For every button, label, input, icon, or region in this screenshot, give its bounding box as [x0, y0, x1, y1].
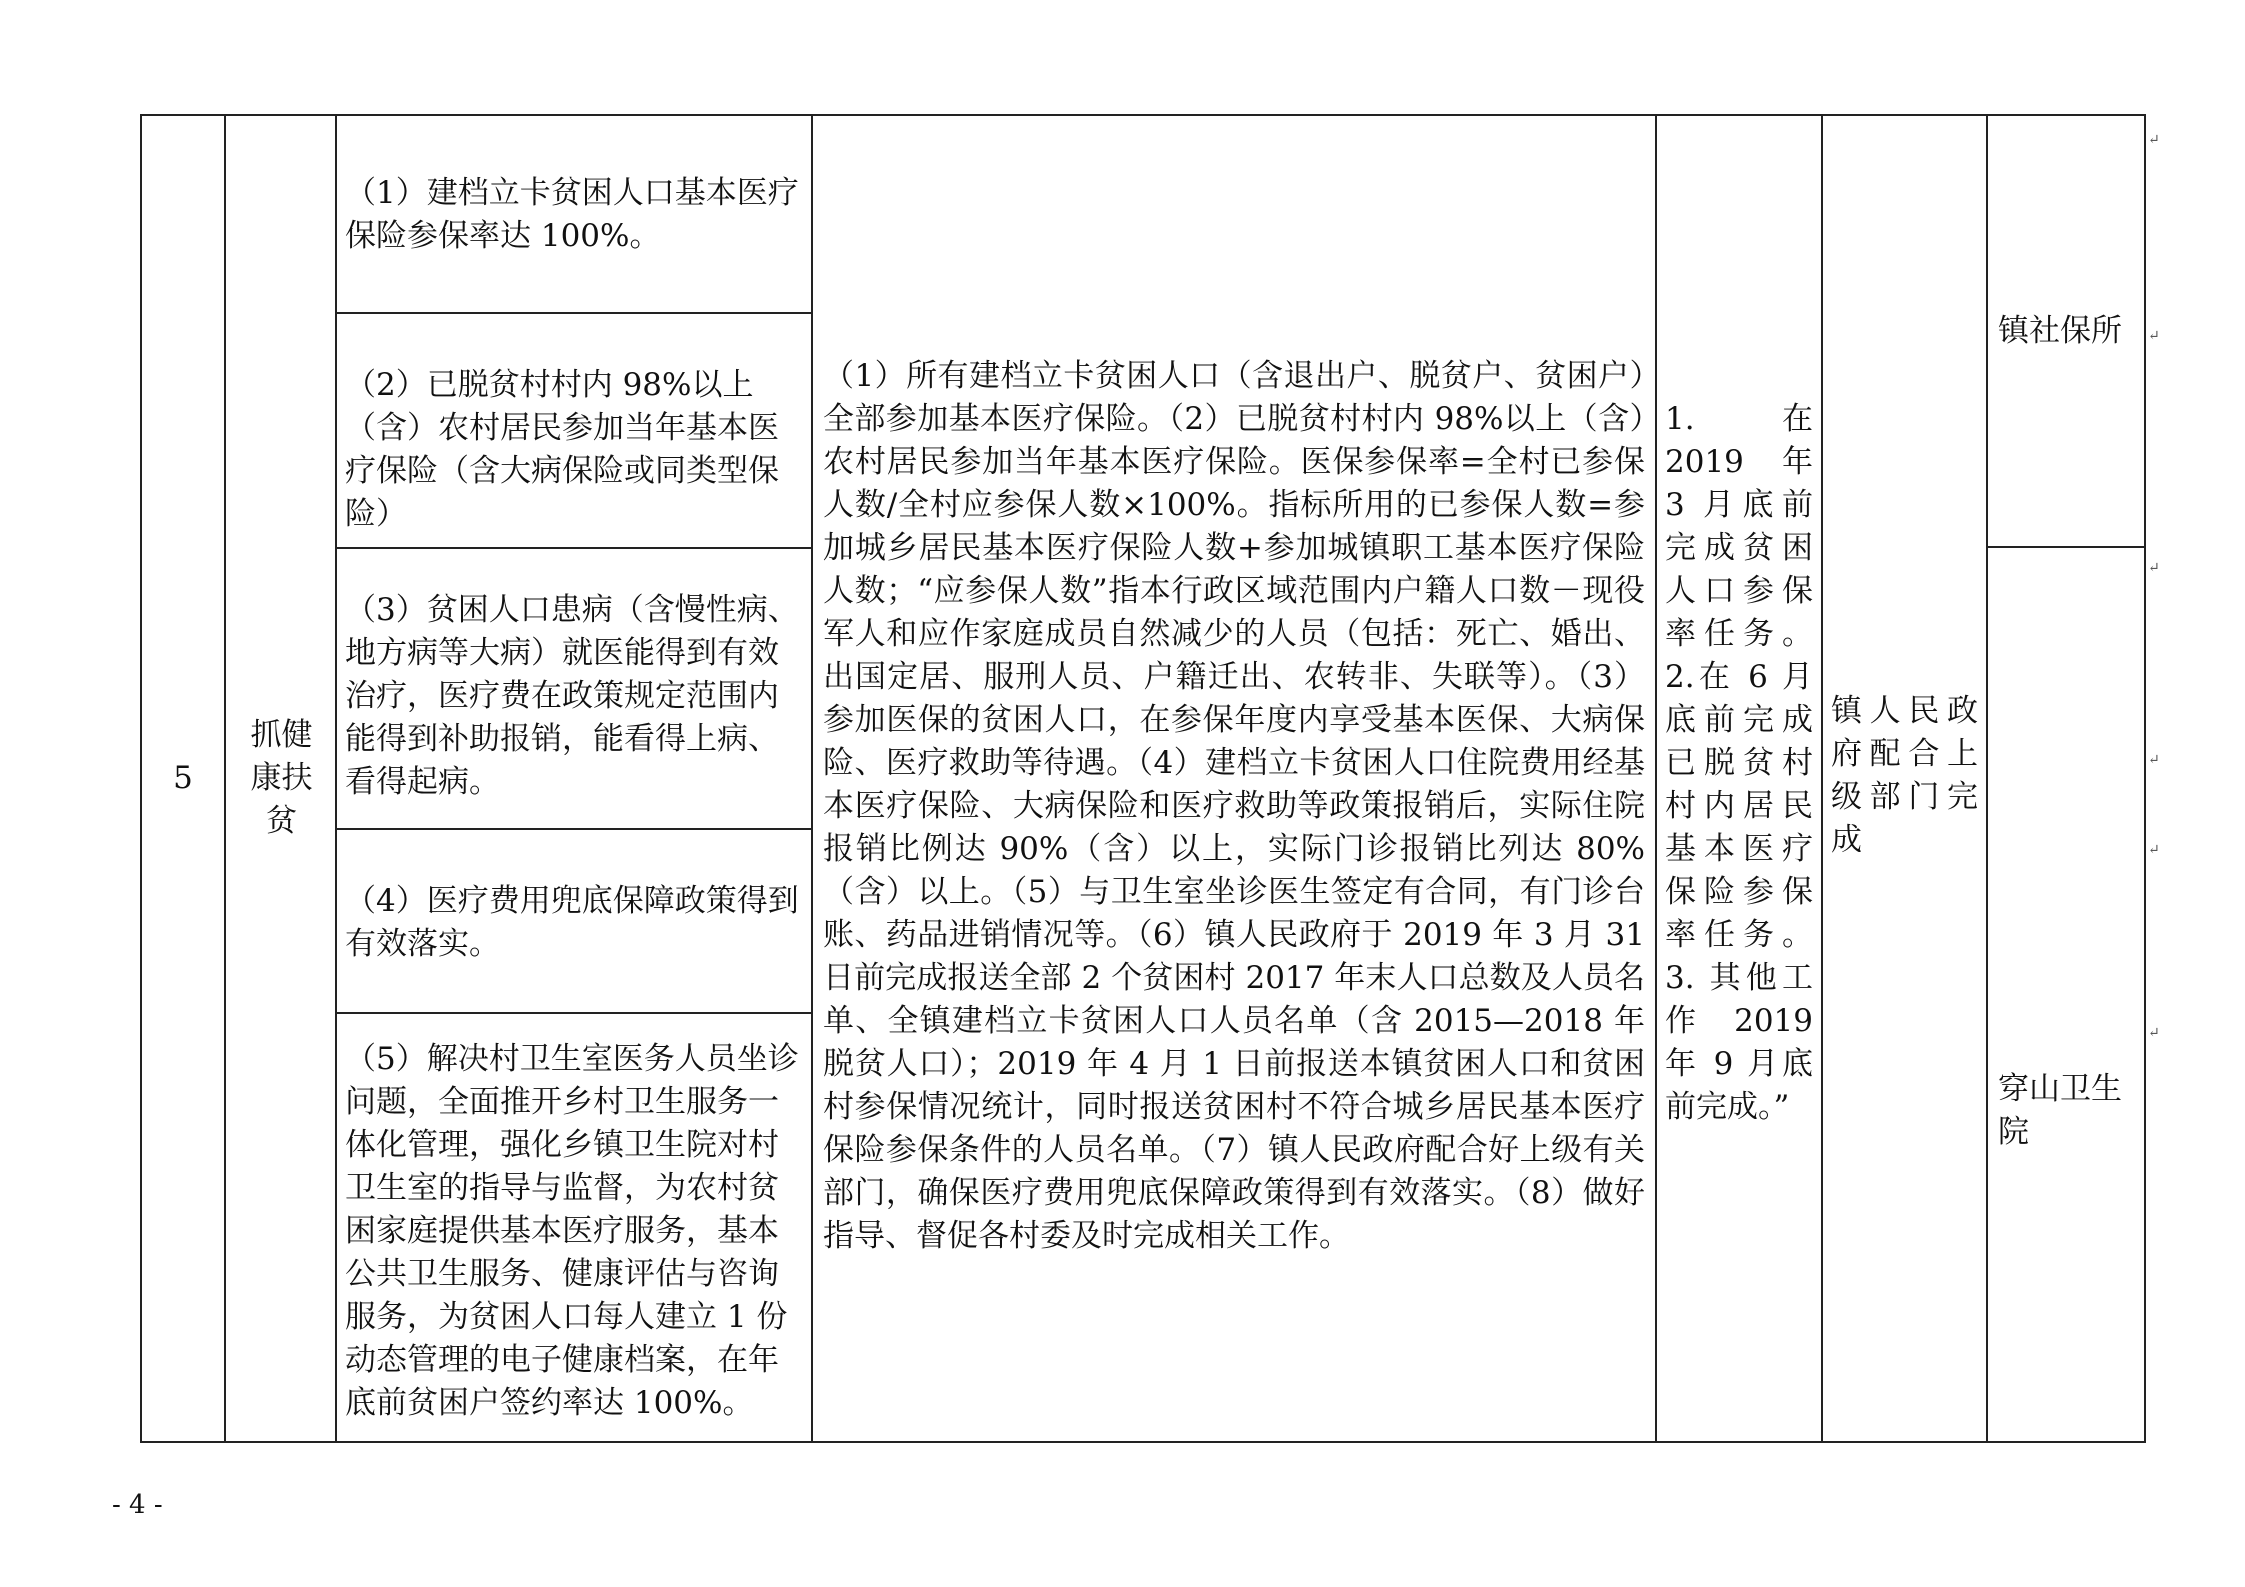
page-number: - 4 -	[112, 1490, 163, 1520]
criteria-item: （3）贫困人口患病（含慢性病、地方病等大病）就医能得到有效治疗，医疗费在政策规定范围内能得到补助报销，能看得上病、看得起病。	[345, 592, 799, 800]
task-table	[140, 114, 2146, 1443]
criteria-item: （4）医疗费用兜底保障政策得到有效落实。	[345, 883, 799, 962]
criteria-item: （1）建档立卡贫困人口基本医疗保险参保率达 100%。	[345, 175, 799, 254]
deadline-cell: 1. 在 2019 年 3 月底前完成贫困人口参保率任务。2.在 6 月底前完成已脱贫村村内居民基本医疗保险参保率任务。3. 其他工作 2019 年 9 月底前完成。”	[1665, 401, 1813, 1125]
paragraph-mark-icon: ↵	[2148, 1025, 2160, 1041]
measures-cell: （1）所有建档立卡贫困人口（含退出户、脱贫户、贫困户）全部参加基本医疗保险。（2）已脱贫村村内 98%以上（含）农村居民参加当年基本医疗保险。医保参保率=全村已参保人数/全村应参保人数×100%。指标所用的已参保人数=参加城乡居民基本医疗保险人数+参加城镇职工基本医疗保险人数；“应参保人数”指本行政区域范围内户籍人口数－现役军人和应作家庭成员自然减少的人员（包括：死亡、婚出、出国定居、服刑人员、户籍迁出、农转非、失联等）。（3）参加医保的贫困人口，在参保年度内享受基本医保、大病保险、医疗救助等待遇。（4）建档立卡贫困人口住院费用经基本医疗保险、大病保险和医疗救助等政策报销后，实际住院报销比例达 90%（含）以上，实际门诊报销比列达 80%（含）以上。（5）与卫生室坐诊医生签定有合同，有门诊台账、药品进销情况等。（6）镇人民政府于 2019 年 3 月 31 日前完成报送全部 2 个贫困村 2017 年末人口总数及人员名单、全镇建档立卡贫困人口人员名单（含 2015—2018 年脱贫人口）；2019 年 4 月 1 日前报送本镇贫困人口和贫困村参保情况统计，同时报送贫困村不符合城乡居民基本医疗保险参保条件的人员名单。（7）镇人民政府配合好上级有关部门，确保医疗费用兜底保障政策得到有效落实。（8）做好指导、督促各村委及时完成相关工作。	[823, 358, 1645, 1254]
criteria-item: （2）已脱贫村村内 98%以上（含）农村居民参加当年基本医疗保险（含大病保险或同类型保险）	[345, 367, 779, 532]
criteria-item: （5）解决村卫生室医务人员坐诊问题，全面推开乡村卫生服务一体化管理，强化乡镇卫生院对村卫生室的指导与监督，为农村贫困家庭提供基本医疗服务，基本公共卫生服务、健康评估与咨询服务，为贫困人口每人建立 1 份动态管理的电子健康档案，在年底前贫困户签约率达 100%。	[345, 1041, 799, 1421]
paragraph-mark-icon: ↵	[2148, 752, 2160, 768]
paragraph-mark-icon: ↵	[2148, 328, 2160, 344]
paragraph-mark-icon: ↵	[2148, 842, 2160, 858]
paragraph-mark-icon: ↵	[2148, 560, 2160, 576]
lead-department-cell: 镇人民政府配合上级部门完成	[1831, 693, 1978, 858]
category-label: 抓健康扶贫	[250, 717, 313, 839]
col-border	[2144, 114, 2146, 1443]
row-number: 5	[173, 760, 193, 796]
responsible-unit: 镇社保所	[1998, 313, 2122, 349]
responsible-unit: 穿山卫生院	[1998, 1071, 2122, 1150]
paragraph-mark-icon: ↵	[2148, 132, 2160, 148]
category-cell	[226, 114, 337, 1443]
